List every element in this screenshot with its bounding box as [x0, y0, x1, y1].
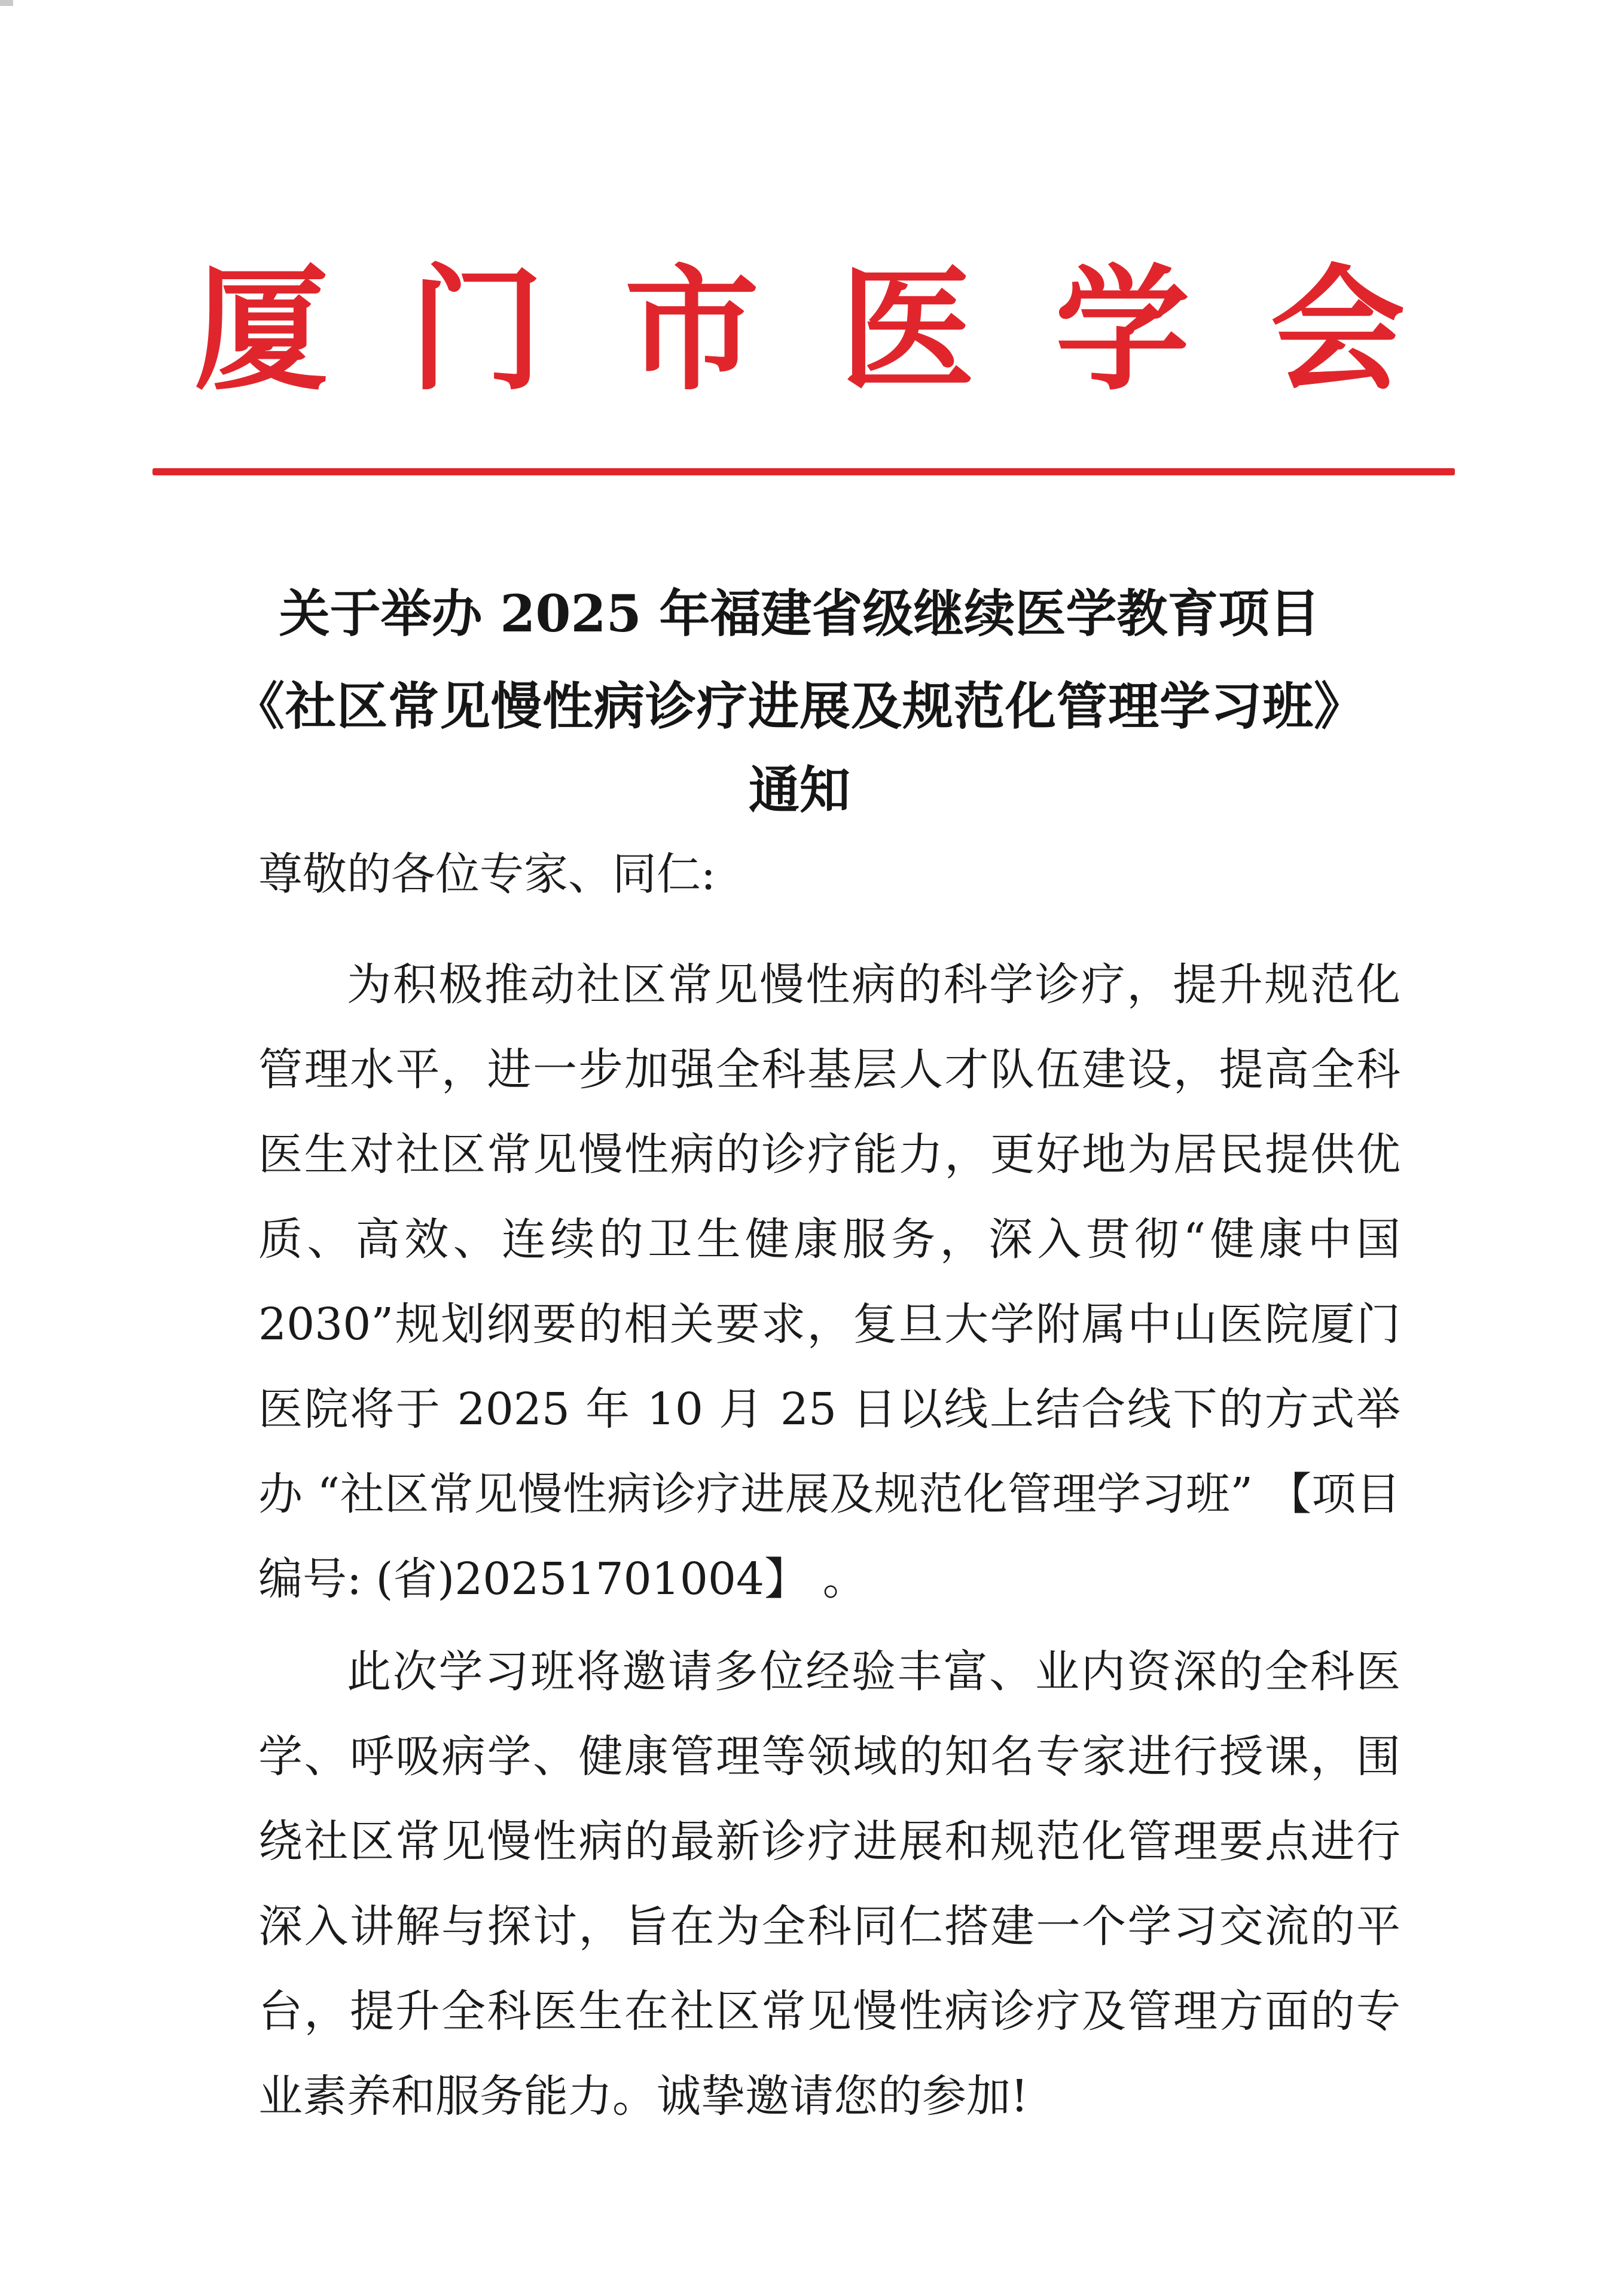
letterhead: [0, 251, 1599, 409]
document-body: [258, 848, 1400, 2139]
scan-corner-mark: [0, 0, 13, 6]
body-paragraph-2: 此次学习班将邀请多位经验丰富、业内资深的全科医学、呼吸病学、健康管理等领域的知名专家进行授课，围绕社区常见慢性病的最新诊疗进展和规范化管理要点进行深入讲解与探讨，旨在为全科同仁搭建一个学习交流的平台，提升全科医生在社区常见慢性病诊疗及管理方面的专业素养和服务能力。诚挚邀请您的参加!: [258, 1646, 1400, 2122]
document-title-line-2: 《社区常见慢性病诊疗进展及规范化管理学习班》: [233, 677, 1365, 737]
document-title-line-1: 关于举办 2025 年福建省级继续医学教育项目: [279, 584, 1320, 644]
salutation: 尊敬的各位专家、同仁:: [258, 848, 716, 900]
organization-name: 厦门市医学会: [194, 251, 1486, 409]
document-title-line-3: 通知: [748, 761, 850, 820]
body-paragraph-1: 为积极推动社区常见慢性病的科学诊疗，提升规范化管理水平，进一步加强全科基层人才队伍建设，提高全科医生对社区常见慢性病的诊疗能力，更好地为居民提供优质、高效、连续的卫生健康服务，深入贯彻“健康中国 2030”规划纲要的相关要求，复旦大学附属中山医院厦门医院将于 2025 年 10 月 25 日以线上结合线下的方式举办 “社区常见慢性病诊疗进展及规范化管理学习班” 【项目编号: (省)20251701004】 。: [258, 959, 1400, 1605]
letterhead-divider: [152, 468, 1455, 475]
